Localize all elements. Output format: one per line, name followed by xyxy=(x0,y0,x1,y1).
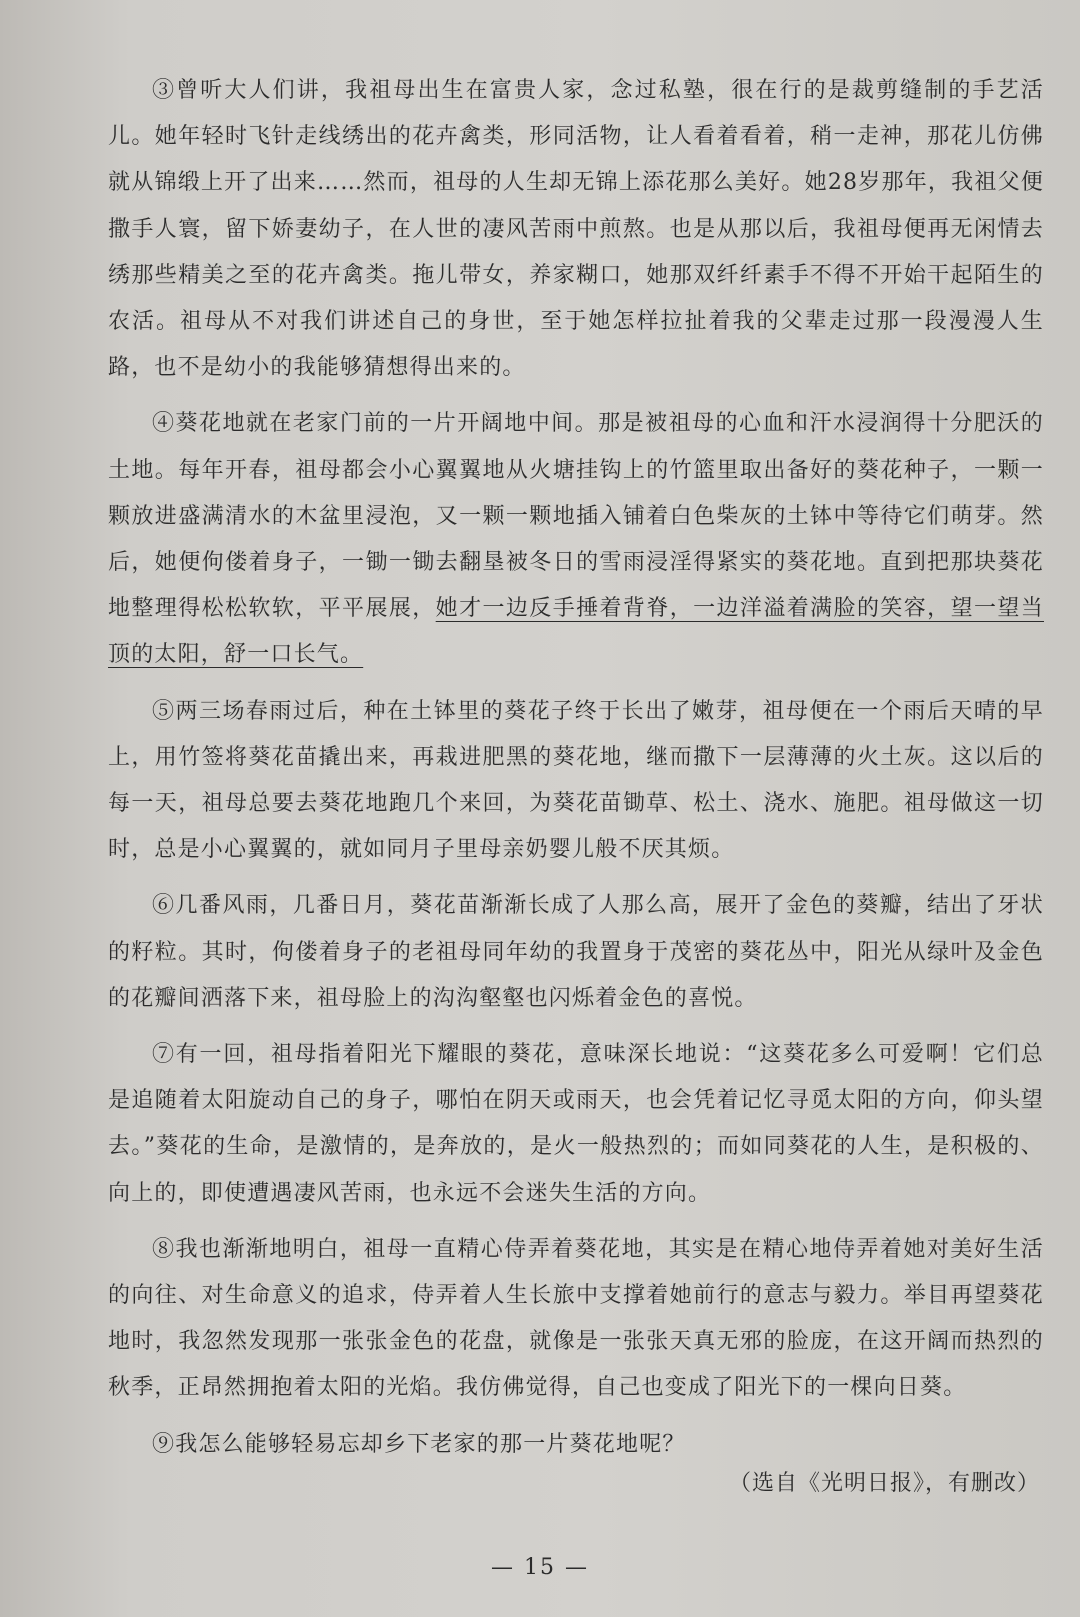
paragraph-8: ⑧我也渐渐地明白，祖母一直精心侍弄着葵花地，其实是在精心地侍弄着她对美好生活的向往、对生命意义的追求，侍弄着人生长旅中支撑着她前行的意志与毅力。举目再望葵花地时，我忽然发现那一张张金色的花盘，就像是一张张天真无邪的脸庞，在这开阔而热烈的秋季，正昂然拥抱着太阳的光焰。我仿佛觉得，自己也变成了阳光下的一棵向日葵。 xyxy=(108,1236,1044,1401)
page-number: — 15 — xyxy=(491,1555,589,1580)
paragraph-6: ⑥几番风雨，几番日月，葵花苗渐渐长成了人那么高，展开了金色的葵瓣，结出了牙状的籽粒。其时，佝偻着身子的老祖母同年幼的我置身于茂密的葵花丛中，阳光从绿叶及金色的花瓣间洒落下来，祖母脸上的沟沟壑壑也闪烁着金色的喜悦。 xyxy=(108,893,1044,1011)
paragraph-5: ⑤两三场春雨过后，种在土钵里的葵花子终于长出了嫩芽，祖母便在一个雨后天晴的早上，用竹签将葵花苗撬出来，再栽进肥黑的葵花地，继而撒下一层薄薄的火土灰。这以后的每一天，祖母总要去葵花地跑几个来回，为葵花苗锄草、松土、浇水、施肥。祖母做这一切时，总是小心翼翼的，就如同月子里母亲奶婴儿般不厌其烦。 xyxy=(108,698,1044,863)
paragraph-4 xyxy=(108,401,1044,678)
paragraph-4-text: ④葵花地就在老家门前的一片开阔地中间。那是被祖母的心血和汗水浸润得十分肥沃的土地。每年开春，祖母都会小心翼翼地从火塘挂钩上的竹篮里取出备好的葵花种子，一颗一颗放进盛满清水的木盆里浸泡，又一颗一颗地插入铺着白色柴灰的土钵中等待它们萌芽。然后，她便佝偻着身子，一锄一锄去翻垦被冬日的雪雨浸淫得紧实的葵花地。直到把那块葵花地整理得松松软软，平平展展， xyxy=(108,411,1044,622)
paragraph-3: ③曾听大人们讲，我祖母出生在富贵人家，念过私塾，很在行的是裁剪缝制的手艺活儿。她年轻时飞针走线绣出的花卉禽类，形同活物，让人看着看着，稍一走神，那花儿仿佛就从锦缎上开了出来……然而，祖母的人生却无锦上添花那么美好。她28岁那年，我祖父便撒手人寰，留下娇妻幼子，在人世的凄风苦雨中煎熬。也是从那以后，我祖母便再无闲情去绣那些精美之至的花卉禽类。拖儿带女，养家糊口，她那双纤纤素手不得不开始干起陌生的农活。祖母从不对我们讲述自己的身世，至于她怎样拉扯着我的父辈走过那一段漫漫人生路，也不是幼小的我能够猜想得出来的。 xyxy=(108,78,1044,381)
paragraph-9: ⑨我怎么能够轻易忘却乡下老家的那一片葵花地呢？ xyxy=(152,1431,686,1457)
source-citation: （选自《光明日报》，有删改） xyxy=(728,1471,1040,1496)
underlined-sentence: 她才一边反手捶着背脊，一边洋溢着满脸的笑容，望一望当顶的太阳，舒一口长气。 xyxy=(108,596,1044,668)
paragraph-7: ⑦有一回，祖母指着阳光下耀眼的葵花，意味深长地说：“这葵花多么可爱啊！它们总是追随着太阳旋动自己的身子，哪怕在阴天或雨天，也会凭着记忆寻觅太阳的方向，仰头望去。”葵花的生命，是激情的，是奔放的，是火一般热烈的；而如同葵花的人生，是积极的、向上的，即使遭遇凄风苦雨，也永远不会迷失生活的方向。 xyxy=(108,1042,1044,1206)
